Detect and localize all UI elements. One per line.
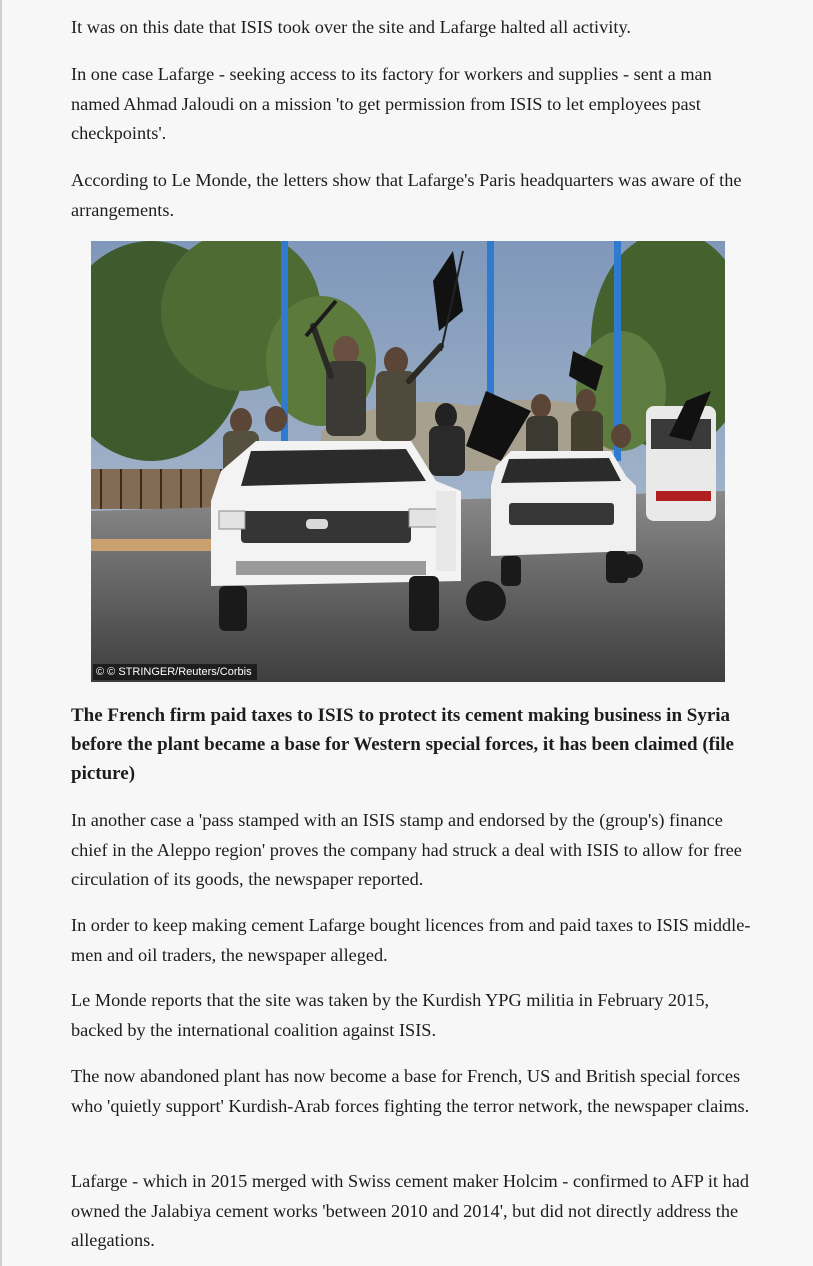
- paragraph-8: Lafarge - which in 2015 merged with Swiss cement maker Holcim - confirmed to AFP it had owned the Jalabiya cement works 'between 2010 and 2014', but did not directly address the allegations.: [71, 1171, 749, 1250]
- photo-credit: © © STRINGER/Reuters/Corbis: [93, 664, 257, 680]
- page-left-border: [0, 0, 2, 1266]
- article-photo: [91, 241, 725, 682]
- paragraph-2: In one case Lafarge - seeking access to its factory for workers and supplies - sent a man named Ahmad Jaloudi on a mission 'to get permission from ISIS to let employees past checkpoints'.: [71, 64, 712, 143]
- paragraph-5: In order to keep making cement Lafarge bought licences from and paid taxes to ISIS middle-men and oil traders, the newspaper alleged.: [71, 915, 751, 965]
- paragraph-6: Le Monde reports that the site was taken by the Kurdish YPG militia in February 2015, backed by the international coalition against ISIS.: [71, 990, 710, 1040]
- photo-illustration: [91, 241, 725, 682]
- paragraph-3: According to Le Monde, the letters show that Lafarge's Paris headquarters was aware of the arrangements.: [71, 170, 742, 220]
- photo-caption: The French firm paid taxes to ISIS to protect its cement making business in Syria before the plant became a base for Western special forces, it has been claimed (file picture): [71, 705, 734, 784]
- paragraph-4: In another case a 'pass stamped with an ISIS stamp and endorsed by the (group's) finance chief in the Aleppo region' proves the company had struck a deal with ISIS to allow for free circulation of its goods, the newspaper reported.: [71, 810, 742, 889]
- paragraph-7: The now abandoned plant has now become a base for French, US and British special forces who 'quietly support' Kurdish-Arab forces fighting the terror network, the newspaper claims.: [71, 1066, 750, 1116]
- paragraph-1: It was on this date that ISIS took over the site and Lafarge halted all activity.: [71, 17, 631, 37]
